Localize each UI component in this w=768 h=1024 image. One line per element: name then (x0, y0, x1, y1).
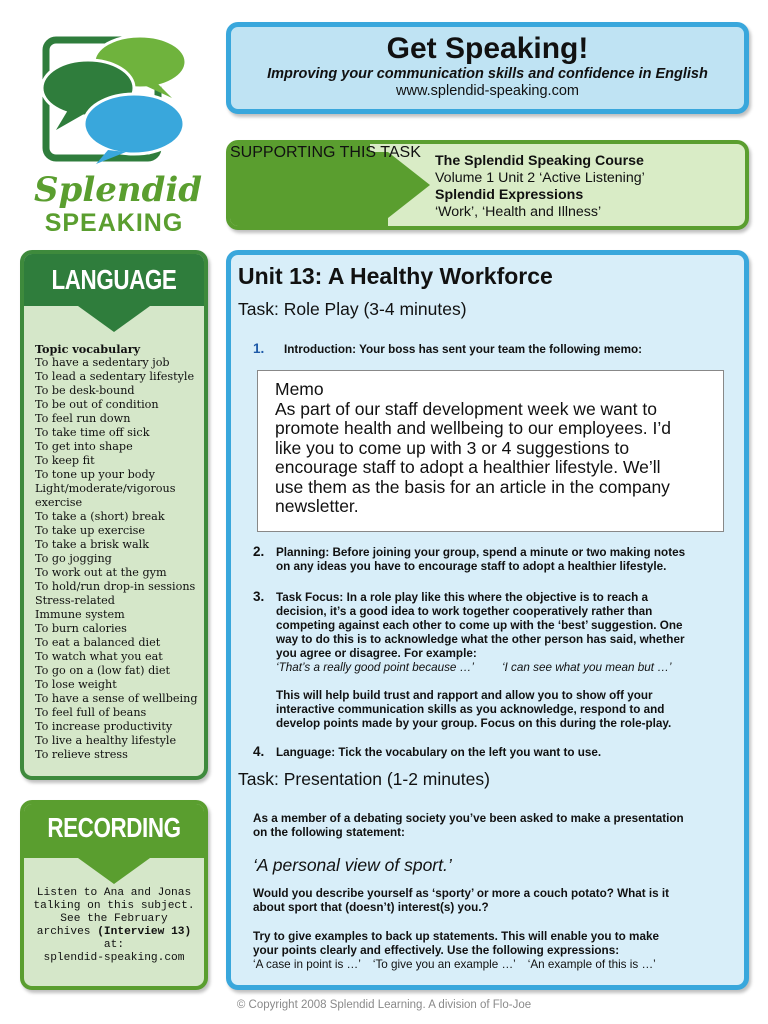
course-title: The Splendid Speaking Course (435, 153, 644, 169)
expressions-topics: ‘Work’, ‘Health and Illness’ (435, 204, 602, 220)
supporting-task-box (226, 140, 749, 230)
presentation-line: about sport that (doesn’t) interest(s) you.? (253, 901, 489, 914)
task-presentation-heading: Task: Presentation (1-2 minutes) (238, 769, 490, 789)
vocab-item: To feel run down (35, 412, 131, 425)
supporting-label-line2: THIS TASK (339, 144, 421, 161)
step-line: way to do this is to acknowledge what the other person has said, whether (276, 633, 685, 646)
speech-bubbles-logo-icon (38, 26, 188, 166)
vocab-item: To watch what you eat (35, 650, 163, 663)
step-line: competing against each other to come up with the ‘best’ suggestion. One (276, 619, 683, 632)
memo-line: promote health and wellbeing to our employees. I’d (275, 418, 671, 438)
step-line: This will help build trust and rapport and allow you to show off your (276, 689, 653, 702)
main-task-box (226, 250, 749, 990)
step-line: you agree or disagree. For example: (276, 647, 477, 660)
presentation-line: on the following statement: (253, 826, 405, 839)
recording-box (20, 800, 208, 990)
unit-title: Unit 13: A Healthy Workforce (238, 263, 553, 289)
step-number: 4. (253, 744, 265, 759)
vocab-item: To go on a (low fat) diet (35, 664, 170, 677)
expression-item: ‘An example of this is …’ (527, 958, 656, 971)
step-line: Planning: Before joining your group, spend a minute or two making notes (276, 546, 686, 559)
supporting-label (230, 144, 430, 226)
task-role-play-heading: Task: Role Play (3-4 minutes) (238, 299, 467, 319)
vocab-item: To go jogging (35, 552, 112, 565)
recording-line: Listen to Ana and Jonas (36, 887, 192, 899)
recording-line: archives (36, 926, 91, 938)
recording-line: at: (103, 939, 125, 951)
recording-line: talking on this subject. (33, 900, 195, 912)
presentation-line: Try to give examples to back up statements. This will enable you to make (253, 930, 659, 943)
recording-line: See the February (60, 913, 168, 925)
step-language: Language: Tick the vocabulary on the left you want to use. (276, 746, 602, 759)
page-title: Get Speaking! (386, 32, 589, 65)
step-task-focus (276, 591, 746, 731)
presentation-tip (253, 930, 738, 972)
example-quotes (276, 661, 746, 675)
vocab-item: To be desk-bound (35, 384, 135, 397)
supporting-label-line1: SUPPORTING (230, 144, 336, 161)
vocabulary-heading: Topic vocabulary (35, 342, 141, 356)
header-box (226, 22, 749, 114)
step-line: decision, it’s a good idea to work together cooperatively rather than (276, 605, 653, 618)
logo-wordmark (34, 170, 203, 238)
paragraph-gap (276, 675, 746, 689)
memo-line: like you to come up with 3 or 4 suggestions to (275, 437, 630, 458)
presentation-line: your points clearly and effectively. Use the following expressions: (253, 944, 620, 957)
memo-line: use them as the basis for an article in the company (275, 476, 670, 497)
step-introduction: Introduction: Your boss has sent your team the following memo: (284, 343, 643, 356)
vocab-item: To be out of condition (35, 398, 159, 411)
expression-item: ‘A case in point is …’ (253, 958, 361, 971)
vocab-item: To hold/run drop-in sessions (35, 580, 196, 593)
expressions-title: Splendid Expressions (435, 187, 584, 203)
step-number: 2. (253, 544, 265, 559)
language-box (20, 250, 208, 780)
logo-word-splendid: Splendid (34, 170, 203, 210)
vocab-item: Stress-related (35, 594, 115, 607)
vocab-item: To take up exercise (35, 524, 146, 537)
expression-item: ‘To give you an example …’ (372, 958, 516, 971)
memo-title: Memo (275, 379, 324, 399)
presentation-statement: ‘A personal view of sport.’ (253, 855, 452, 875)
vocab-item: To lead a sedentary lifestyle (35, 370, 195, 383)
vocab-item: To keep fit (35, 454, 95, 467)
vocab-item: To feel full of beans (35, 706, 147, 719)
presentation-line: Would you describe yourself as ‘sporty’ or more a couch potato? What is it (253, 887, 670, 900)
vocab-item: To take a (short) break (35, 510, 165, 523)
step-line: develop points made by your group. Focus on this during the role-play. (276, 717, 672, 730)
memo-line: encourage staff to adopt a healthier lifestyle. We’ll (275, 457, 661, 477)
step-number: 3. (253, 589, 265, 604)
vocab-item: To work out at the gym (35, 566, 167, 579)
vocab-item: To relieve stress (35, 748, 128, 761)
supporting-resources (435, 153, 645, 221)
logo-word-speaking: SPEAKING (44, 209, 184, 237)
recording-title: RECORDING (47, 812, 181, 843)
vocab-item: To burn calories (35, 622, 127, 635)
website-link[interactable]: www.splendid-speaking.com (396, 83, 579, 99)
vocab-item: To lose weight (35, 678, 117, 691)
step-line: Task Focus: In a role play like this where the objective is to reach a (276, 591, 648, 604)
example-quote: ‘I can see what you mean but …’ (501, 661, 672, 674)
vocab-item: Light/moderate/vigorous (35, 482, 176, 495)
page-subtitle: Improving your communication skills and confidence in English (267, 66, 708, 82)
vocab-item: exercise (35, 496, 83, 509)
step-planning (276, 546, 746, 574)
memo-line: newsletter. (275, 496, 359, 516)
vocab-item: To tone up your body (35, 468, 155, 481)
step-number: 1. (253, 341, 265, 356)
presentation-line: As a member of a debating society you’ve been asked to make a presentation (253, 812, 684, 825)
vocab-item: Immune system (35, 608, 125, 621)
vocab-item: To take time off sick (35, 426, 150, 439)
recording-archive-line (28, 926, 200, 939)
expression-list (253, 958, 738, 972)
example-quote: ‘That’s a really good point because …’ (276, 661, 474, 674)
step-line: interactive communication skills as you acknowledge, respond to and (276, 703, 665, 716)
course-volume: Volume 1 Unit 2 ‘Active Listening’ (435, 170, 645, 186)
memo-line: As part of our staff development week we want to (275, 398, 657, 419)
vocab-item: To have a sedentary job (35, 356, 170, 369)
recording-info (28, 887, 200, 965)
step-line: on any ideas you have to encourage staff to adopt a healthier lifestyle. (276, 560, 667, 573)
vocab-item: To get into shape (35, 440, 133, 453)
language-title: LANGUAGE (51, 264, 177, 295)
copyright-footer: © Copyright 2008 Splendid Learning. A division of Flo-Joe (236, 999, 532, 1011)
vocab-item: To have a sense of wellbeing (35, 692, 198, 705)
vocab-item: To increase productivity (35, 720, 173, 733)
interview-reference: (Interview 13) (97, 926, 192, 938)
vocab-item: To live a healthy lifestyle (35, 734, 177, 747)
recording-site-link[interactable]: splendid-speaking.com (43, 952, 185, 964)
vocab-item: To eat a balanced diet (35, 636, 161, 649)
vocab-item: To take a brisk walk (35, 538, 149, 551)
presentation-question (253, 887, 738, 915)
topic-vocabulary-list (35, 342, 205, 762)
splendid-speaking-logo (34, 26, 203, 237)
presentation-intro (253, 812, 738, 840)
memo-box (257, 370, 724, 532)
